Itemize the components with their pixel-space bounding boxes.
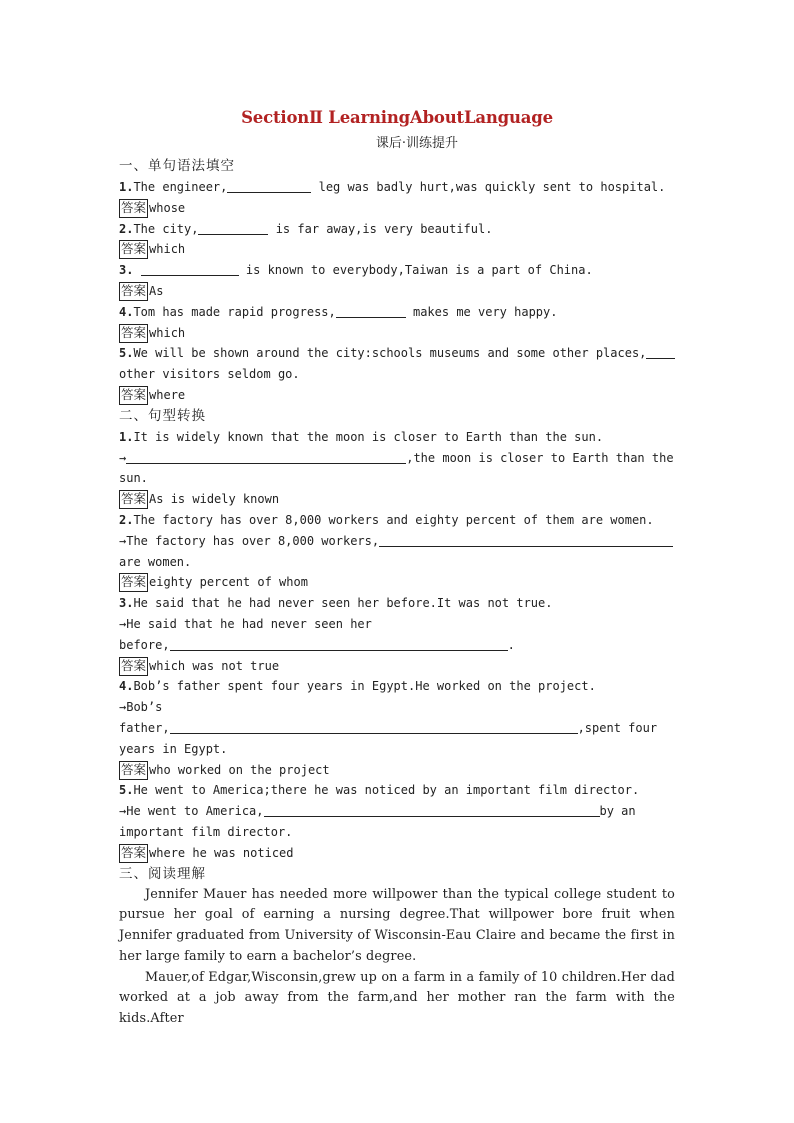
answer-tag: 答案 [119, 657, 148, 676]
page-title: SectionⅡ LearningAboutLanguage [241, 108, 553, 127]
rewrite-continuation: important film director. [119, 824, 293, 839]
question-text: leg was badly hurt,was quickly sent to hospital. [311, 180, 666, 194]
question-text: is known to everybody,Taiwan is a part of China. [238, 263, 593, 278]
question-number: 2. [119, 512, 134, 527]
answer-blank [379, 533, 673, 547]
question-text: We will be shown around the city:schools museums and some other places, [133, 346, 647, 361]
answer-line [119, 198, 675, 219]
answer-text: which [149, 242, 186, 257]
question-text: The engineer, [133, 180, 228, 194]
question-1-5 [119, 343, 675, 364]
rewrite-line: →He said that he had never seen her [119, 616, 372, 631]
question-2-1 [119, 427, 675, 448]
answer-text: which was not true [149, 658, 280, 673]
rewrite-text: . [507, 637, 515, 652]
answer-tag: 答案 [119, 844, 148, 863]
rewrite-continuation [119, 635, 675, 656]
rewrite-line [119, 531, 675, 552]
question-number: 2. [119, 221, 134, 236]
question-text: Bob’s father spent four years in Egypt.He worked on the project. [133, 679, 596, 694]
question-1-1 [119, 177, 675, 198]
question-text: is far away,is very beautiful. [268, 221, 493, 236]
answer-tag: 答案 [119, 240, 148, 259]
question-text: It is widely known that the moon is closer to Earth than the sun. [133, 429, 604, 444]
question-text [133, 263, 140, 277]
answer-line [119, 323, 675, 344]
answer-text: who worked on the project [149, 762, 330, 777]
answer-tag: 答案 [119, 282, 148, 301]
answer-blank [141, 262, 239, 276]
question-text: makes me very happy. [405, 304, 558, 319]
question-1-2 [119, 219, 675, 240]
answer-blank [126, 450, 406, 464]
question-2-3 [119, 593, 675, 614]
answer-line [119, 239, 675, 260]
question-number: 1. [119, 180, 134, 194]
rewrite-continuation [119, 718, 675, 739]
rewrite-line [119, 801, 675, 822]
rewrite-continuation: are women. [119, 554, 192, 569]
question-1-4 [119, 302, 675, 323]
answer-blank [646, 345, 675, 359]
answer-line [119, 489, 675, 510]
answer-tag: 答案 [119, 386, 148, 405]
arrow-icon: → [119, 450, 127, 465]
answer-text: whose [149, 200, 186, 215]
question-number: 5. [119, 783, 134, 798]
answer-text: As [149, 283, 164, 298]
answer-line [119, 760, 675, 781]
section-heading-transform: 二、句型转换 [119, 407, 206, 424]
question-number: 4. [119, 679, 134, 694]
answer-blank [170, 637, 508, 651]
answer-line [119, 572, 675, 593]
answer-line [119, 385, 675, 406]
rewrite-continuation: years in Egypt. [119, 741, 228, 756]
rewrite-text: before, [119, 637, 170, 652]
question-number: 4. [119, 304, 134, 319]
question-2-2 [119, 510, 675, 531]
section-heading-reading: 三、阅读理解 [119, 865, 206, 882]
question-text: Tom has made rapid progress, [133, 304, 336, 319]
worksheet-page [119, 104, 675, 1030]
answer-line [119, 843, 675, 864]
answer-tag: 答案 [119, 573, 148, 592]
answer-line [119, 656, 675, 677]
rewrite-text: ,the moon is closer to Earth than the [406, 450, 674, 465]
answer-blank [336, 304, 406, 318]
rewrite-text: →He went to America, [119, 804, 264, 819]
question-number: 1. [119, 429, 134, 444]
answer-text: which [149, 325, 186, 340]
question-1-3 [119, 260, 675, 281]
rewrite-text: →The factory has over 8,000 workers, [119, 533, 380, 548]
question-continuation: other visitors seldom go. [119, 367, 300, 382]
section-heading-grammar: 一、单句语法填空 [119, 158, 235, 174]
question-text: The city, [133, 221, 199, 236]
answer-text: As is widely known [149, 492, 280, 507]
question-number: 3. [119, 596, 134, 611]
answer-blank [227, 179, 311, 193]
answer-text: where [149, 387, 186, 402]
reading-paragraph: Jennifer Mauer has needed more willpower than the typical college student to pursue her goal of earning a nursing degree.That willpower bore fruit when Jennifer graduated from University of Wisconsin-Eau Claire and became the first in her large family to earn a bachelor’s degree. [119, 886, 675, 964]
answer-text: eighty percent of whom [149, 575, 308, 590]
answer-line [119, 281, 675, 302]
rewrite-line [119, 448, 675, 469]
rewrite-text: father, [119, 720, 170, 735]
question-2-5 [119, 780, 675, 801]
answer-blank [198, 221, 268, 235]
rewrite-line: →Bob’s [119, 700, 163, 715]
answer-tag: 答案 [119, 761, 148, 780]
rewrite-text: ,spent four [577, 720, 658, 735]
question-2-4 [119, 676, 675, 697]
question-number: 3. [119, 263, 134, 278]
question-text: The factory has over 8,000 workers and eighty percent of them are women. [133, 512, 654, 527]
question-text: He said that he had never seen her before.It was not true. [133, 596, 553, 611]
reading-paragraph: Mauer,of Edgar,Wisconsin,grew up on a farm in a family of 10 children.Her dad worked at a job away from the farm,and her mother ran the farm with the kids.After [119, 969, 675, 1027]
answer-tag: 答案 [119, 490, 148, 509]
answer-tag: 答案 [119, 324, 148, 343]
rewrite-text: by an [599, 804, 636, 819]
answer-blank [264, 803, 600, 817]
page-subtitle: 课后·训练提升 [375, 136, 459, 151]
question-text: He went to America;there he was noticed by an important film director. [133, 783, 640, 798]
answer-text: where he was noticed [149, 845, 294, 860]
question-number: 5. [119, 346, 134, 361]
answer-tag: 答案 [119, 199, 148, 218]
rewrite-continuation: sun. [119, 471, 148, 486]
answer-blank [170, 720, 578, 734]
